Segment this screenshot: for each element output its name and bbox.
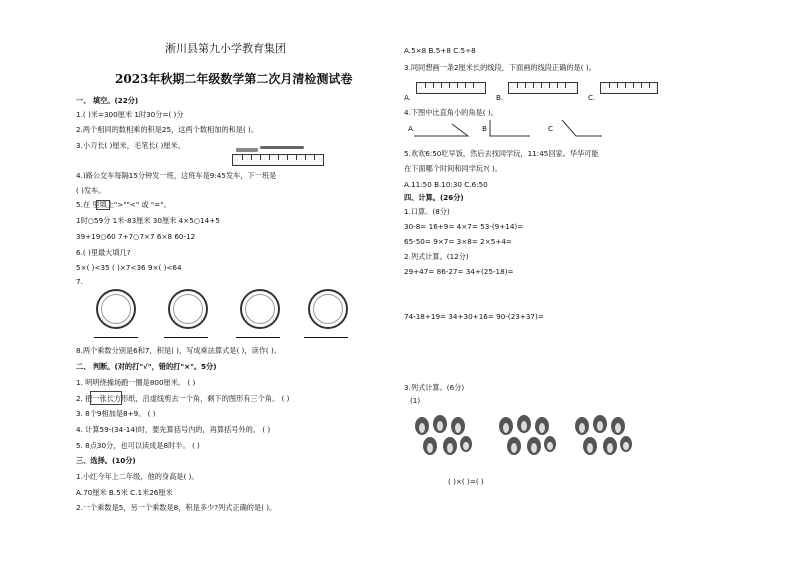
q3-3-b: B. — [496, 93, 504, 102]
answer-box[interactable] — [96, 200, 110, 210]
angle-b-icon — [486, 118, 536, 140]
q2-2: 2. 把一张长方形纸，沿虚线剪去一个角，剩下的图形有三个角。 ( ) — [76, 394, 290, 403]
penguin-group-icon — [570, 412, 634, 460]
q1-5-row1: 1时○59分 1米-83厘米 30厘米 4×5○14+5 — [76, 216, 220, 225]
q4-3-sub: (1) — [410, 396, 421, 405]
q4-2-row1: 29+47= 86-27= 34+(25-18)= — [404, 267, 514, 276]
q3-3: 3.同同想画一条2厘米长的线段，下面画的线段正确的是( )。 — [404, 63, 596, 72]
clock-icon — [168, 289, 208, 329]
angle-c-label: C — [548, 124, 554, 133]
section-2-heading: 二、 判断。(对的打"√"，错的打"×"。5分) — [76, 362, 217, 371]
angle-c-icon — [556, 116, 606, 140]
brush-icon — [260, 146, 304, 149]
q2-5: 5. 8点30分，也可以读成是8时半。 ( ) — [76, 441, 200, 450]
q1-6-row: 5×( )<35 ( )×7<36 9×( )<64 — [76, 263, 182, 272]
answer-line[interactable] — [164, 337, 208, 338]
q4-2: 2.列式计算。(12分) — [404, 252, 469, 261]
q3-3-a: A. — [404, 93, 412, 102]
q2-4: 4. 计算59-(34-14)时，要先算括号内的，再算括号外的。 ( ) — [76, 425, 271, 434]
q4-1: 1.口算。(8分) — [404, 207, 450, 216]
q1-4: 4.)路公交车每隔15分钟发一班，这班车是9:45发车，下一班是 — [76, 171, 277, 180]
exam-title: 2023年秋期二年级数学第二次月清检测试卷 — [115, 72, 353, 86]
q3-3-c: C. — [588, 93, 596, 102]
q3-4: 4.下图中比直角小的角是( )。 — [404, 108, 498, 117]
answer-line[interactable] — [236, 337, 280, 338]
q1-5-row2: 39+19○60 7+7○7×7 6×8 60-12 — [76, 232, 196, 241]
answer-line[interactable] — [304, 337, 348, 338]
q1-1: 1.( )米=300厘米 1时30分=( )分 — [76, 110, 184, 119]
penguin-group-icon — [494, 412, 558, 460]
ruler-b-icon — [508, 82, 578, 94]
penguin-group-icon — [410, 412, 474, 460]
q3-5: 5.欢欢6:50吃早饭，然后去找同学玩，11:45回家。华华可能 — [404, 149, 599, 158]
rectangle-paper-icon — [90, 391, 122, 405]
q3-2: 2.一个乘数是5，另一个乘数是8，积是多少?列式正确的是( )。 — [76, 503, 277, 512]
ruler-illustration — [232, 154, 324, 166]
q3-2-options: A.5×8 B.5+8 C.5÷8 — [404, 46, 476, 55]
q4-3: 3.列式计算。(6分) — [404, 383, 465, 392]
q1-6: 6.( )里最大填几? — [76, 248, 131, 257]
angle-a-icon — [412, 120, 472, 140]
q3-5b: 在下面哪个时间和同学玩?( )。 — [404, 164, 502, 173]
q3-5-options: A.11:50 B.10:30 C.6:50 — [404, 180, 488, 189]
section-4-heading: 四、计算。(26分) — [404, 193, 464, 202]
q1-7: 7. — [76, 277, 83, 286]
section-1-heading: 一、 填空。(22分) — [76, 96, 139, 105]
q1-5: 5.在 里填上">""<" 或 "="。 — [76, 200, 171, 209]
q4-2-row2: 74-18+19= 34+30+16= 90-(23+37)= — [404, 312, 544, 321]
school-name: 淅川县第九小学教育集团 — [165, 42, 286, 55]
q3-1-options: A.70厘米 B.5米 C.1米26厘米 — [76, 488, 173, 497]
q4-1-row2: 65-50= 9×7= 3×8= 2×5+4= — [404, 237, 512, 246]
q4-3-formula: ( )×( )=( ) — [448, 477, 484, 486]
clock-icon — [308, 289, 348, 329]
q4-1-row1: 30-8= 16+9= 4×7= 53-(9+14)= — [404, 222, 524, 231]
angle-a-label: A — [408, 124, 413, 133]
q1-2: 2.两个相同的数相乘的积是25，这两个数相加的和是( )。 — [76, 125, 259, 134]
knife-icon — [236, 148, 258, 152]
clock-icon — [96, 289, 136, 329]
q1-4b: ( )发车。 — [76, 186, 106, 195]
q1-3: 3.小刀长( )厘米，毛笔长( )厘米。 — [76, 141, 185, 150]
q2-1: 1. 明明绕操场跑一圈是800厘米。 ( ) — [76, 378, 196, 387]
section-3-heading: 三、选择。(10分) — [76, 456, 136, 465]
ruler-a-icon — [416, 82, 486, 94]
q2-3: 3. 8个9相加是8+9。 ( ) — [76, 409, 156, 418]
clock-icon — [240, 289, 280, 329]
ruler-c-icon — [600, 82, 658, 94]
q1-8: 8.两个乘数分别是6和7，积是( )，写成乘法算式是( )，读作( )。 — [76, 346, 281, 355]
q3-1: 1.小红今年上二年级，他的身高是( )。 — [76, 472, 199, 481]
angle-b-label: B — [482, 124, 487, 133]
answer-line[interactable] — [94, 337, 138, 338]
